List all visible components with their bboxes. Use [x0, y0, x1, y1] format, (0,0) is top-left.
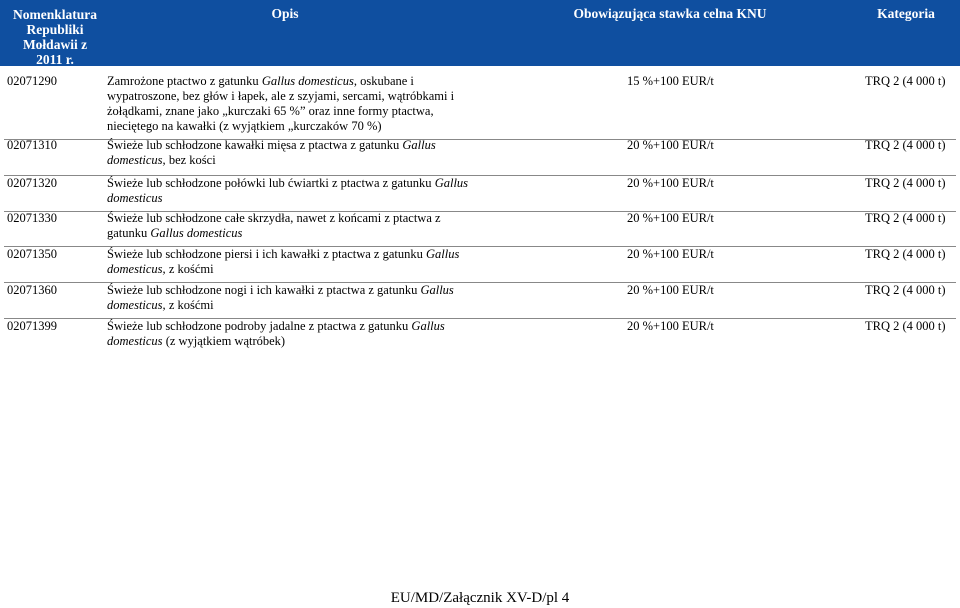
row-code: 02071330 — [7, 211, 57, 225]
row-rate: 20 %+100 EUR/t — [627, 283, 714, 297]
row-description: Świeże lub schłodzone podroby jadalne z ptactwa z gatunku Gallus domesticus (z wyjątkiem wątróbek) — [107, 319, 445, 348]
row-rate: 15 %+100 EUR/t — [627, 74, 714, 88]
row-rate: 20 %+100 EUR/t — [627, 319, 714, 333]
row-description: Świeże lub schłodzone nogi i ich kawałki z ptactwa z gatunku Gallus domesticus, z kośćmi — [107, 283, 454, 312]
table-row — [0, 176, 960, 208]
table-row — [0, 211, 960, 243]
row-code: 02071310 — [7, 138, 57, 152]
table-header — [0, 0, 960, 66]
row-category: TRQ 2 (4 000 t) — [865, 283, 946, 297]
header-stawka: Obowiązująca stawka celna KNU — [573, 6, 767, 21]
row-code: 02071360 — [7, 283, 57, 297]
table-row — [0, 138, 960, 172]
row-category: TRQ 2 (4 000 t) — [865, 211, 946, 225]
page-footer: EU/MD/Załącznik XV-D/pl 4 — [390, 590, 570, 606]
row-description: Świeże lub schłodzone kawałki mięsa z ptactwa z gatunku Gallus domesticus, bez kości — [107, 138, 436, 167]
row-code: 02071290 — [7, 74, 57, 88]
row-code: 02071320 — [7, 176, 57, 190]
row-rate: 20 %+100 EUR/t — [627, 211, 714, 225]
row-code: 02071350 — [7, 247, 57, 261]
table-row — [0, 74, 960, 136]
table-row — [0, 283, 960, 315]
row-description: Zamrożone ptactwo z gatunku Gallus domesticus, oskubane i wypatroszone, bez głów i łapek, ale z szyjami, sercami, wątróbkami i żołądkami, znane jako „kurczaki 65 %” oraz inne formy ptactwa, nieciętego na kawałki (z wyjątkiem „kurczaków 70 %) — [107, 74, 455, 133]
row-rate: 20 %+100 EUR/t — [627, 247, 714, 261]
row-rate: 20 %+100 EUR/t — [627, 138, 714, 152]
header-opis: Opis — [271, 6, 299, 21]
row-category: TRQ 2 (4 000 t) — [865, 138, 946, 152]
header-kategoria: Kategoria — [877, 6, 935, 21]
row-category: TRQ 2 (4 000 t) — [865, 247, 946, 261]
row-category: TRQ 2 (4 000 t) — [865, 319, 946, 333]
row-category: TRQ 2 (4 000 t) — [865, 176, 946, 190]
row-description: Świeże lub schłodzone całe skrzydła, nawet z końcami z ptactwa z gatunku Gallus domesticus — [107, 211, 441, 240]
table-row — [0, 247, 960, 279]
row-category: TRQ 2 (4 000 t) — [865, 74, 946, 88]
row-code: 02071399 — [7, 319, 57, 333]
row-rate: 20 %+100 EUR/t — [627, 176, 714, 190]
row-description: Świeże lub schłodzone piersi i ich kawałki z ptactwa z gatunku Gallus domesticus, z kośćmi — [107, 247, 460, 276]
header-nomenklatura: Nomenklatura Republiki Mołdawii z 2011 r. — [13, 7, 97, 67]
table-row — [0, 319, 960, 351]
row-description: Świeże lub schłodzone połówki lub ćwiartki z ptactwa z gatunku Gallus domesticus — [107, 176, 469, 205]
